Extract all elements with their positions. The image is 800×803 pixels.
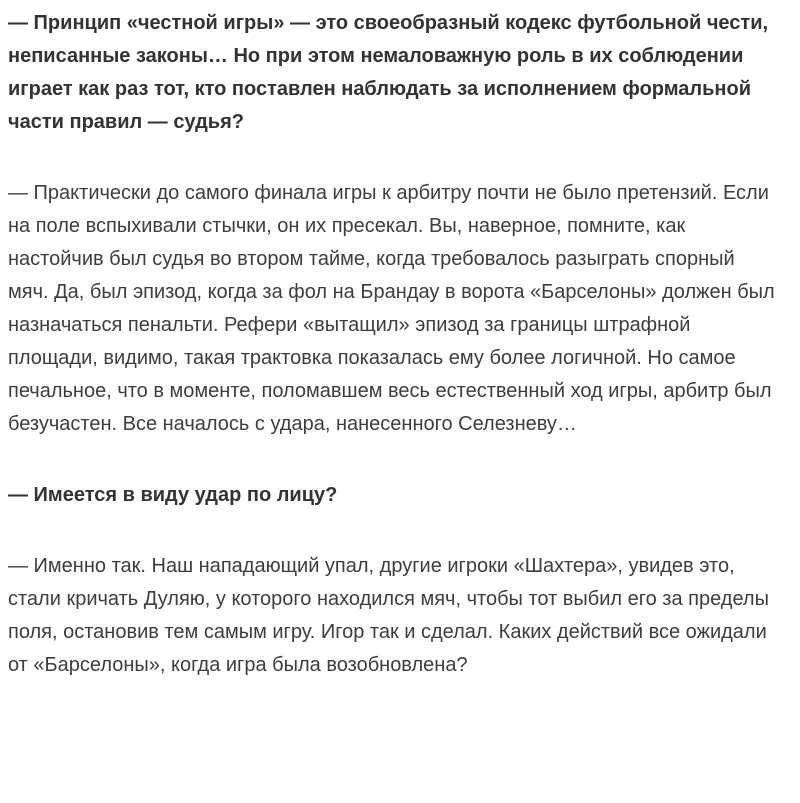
interview-question: — Имеется в виду удар по лицу? bbox=[8, 484, 338, 506]
interview-answer: — Именно так. Наш нападающий упал, другие игроки «Шахтера», увидев это, стали кричать Дуляю, у которого находился мяч, чтобы тот выбил его за пределы поля, остановив тем самым игру. Игор так и сделал. Каких действий все ожидали от «Барселоны», когда игра была возобновлена? bbox=[8, 555, 769, 676]
interview-answer: — Практически до самого финала игры к арбитру почти не было претензий. Если на поле вспыхивали стычки, он их пресекал. Вы, наверное, помните, как настойчив был судья во втором тайме, когда требовалось разыграть спорный мяч. Да, был эпизод, когда за фол на Брандау в ворота «Барселоны» должен был назначаться пенальти. Рефери «вытащил» эпизод за границы штрафной площади, видимо, такая трактовка показалась ему более логичной. Но самое печальное, что в моменте, поломавшем весь естественный ход игры, арбитр был безучастен. Все началось с удара, нанесенного Селезневу… bbox=[8, 182, 775, 435]
interview-question: — Принцип «честной игры» — это своеобразный кодекс футбольной чести, неписанные законы… Но при этом немаловажную роль в их соблюдении играет как раз тот, кто поставлен наблюдать за исполнением формальной части правил — судья? bbox=[8, 12, 769, 133]
